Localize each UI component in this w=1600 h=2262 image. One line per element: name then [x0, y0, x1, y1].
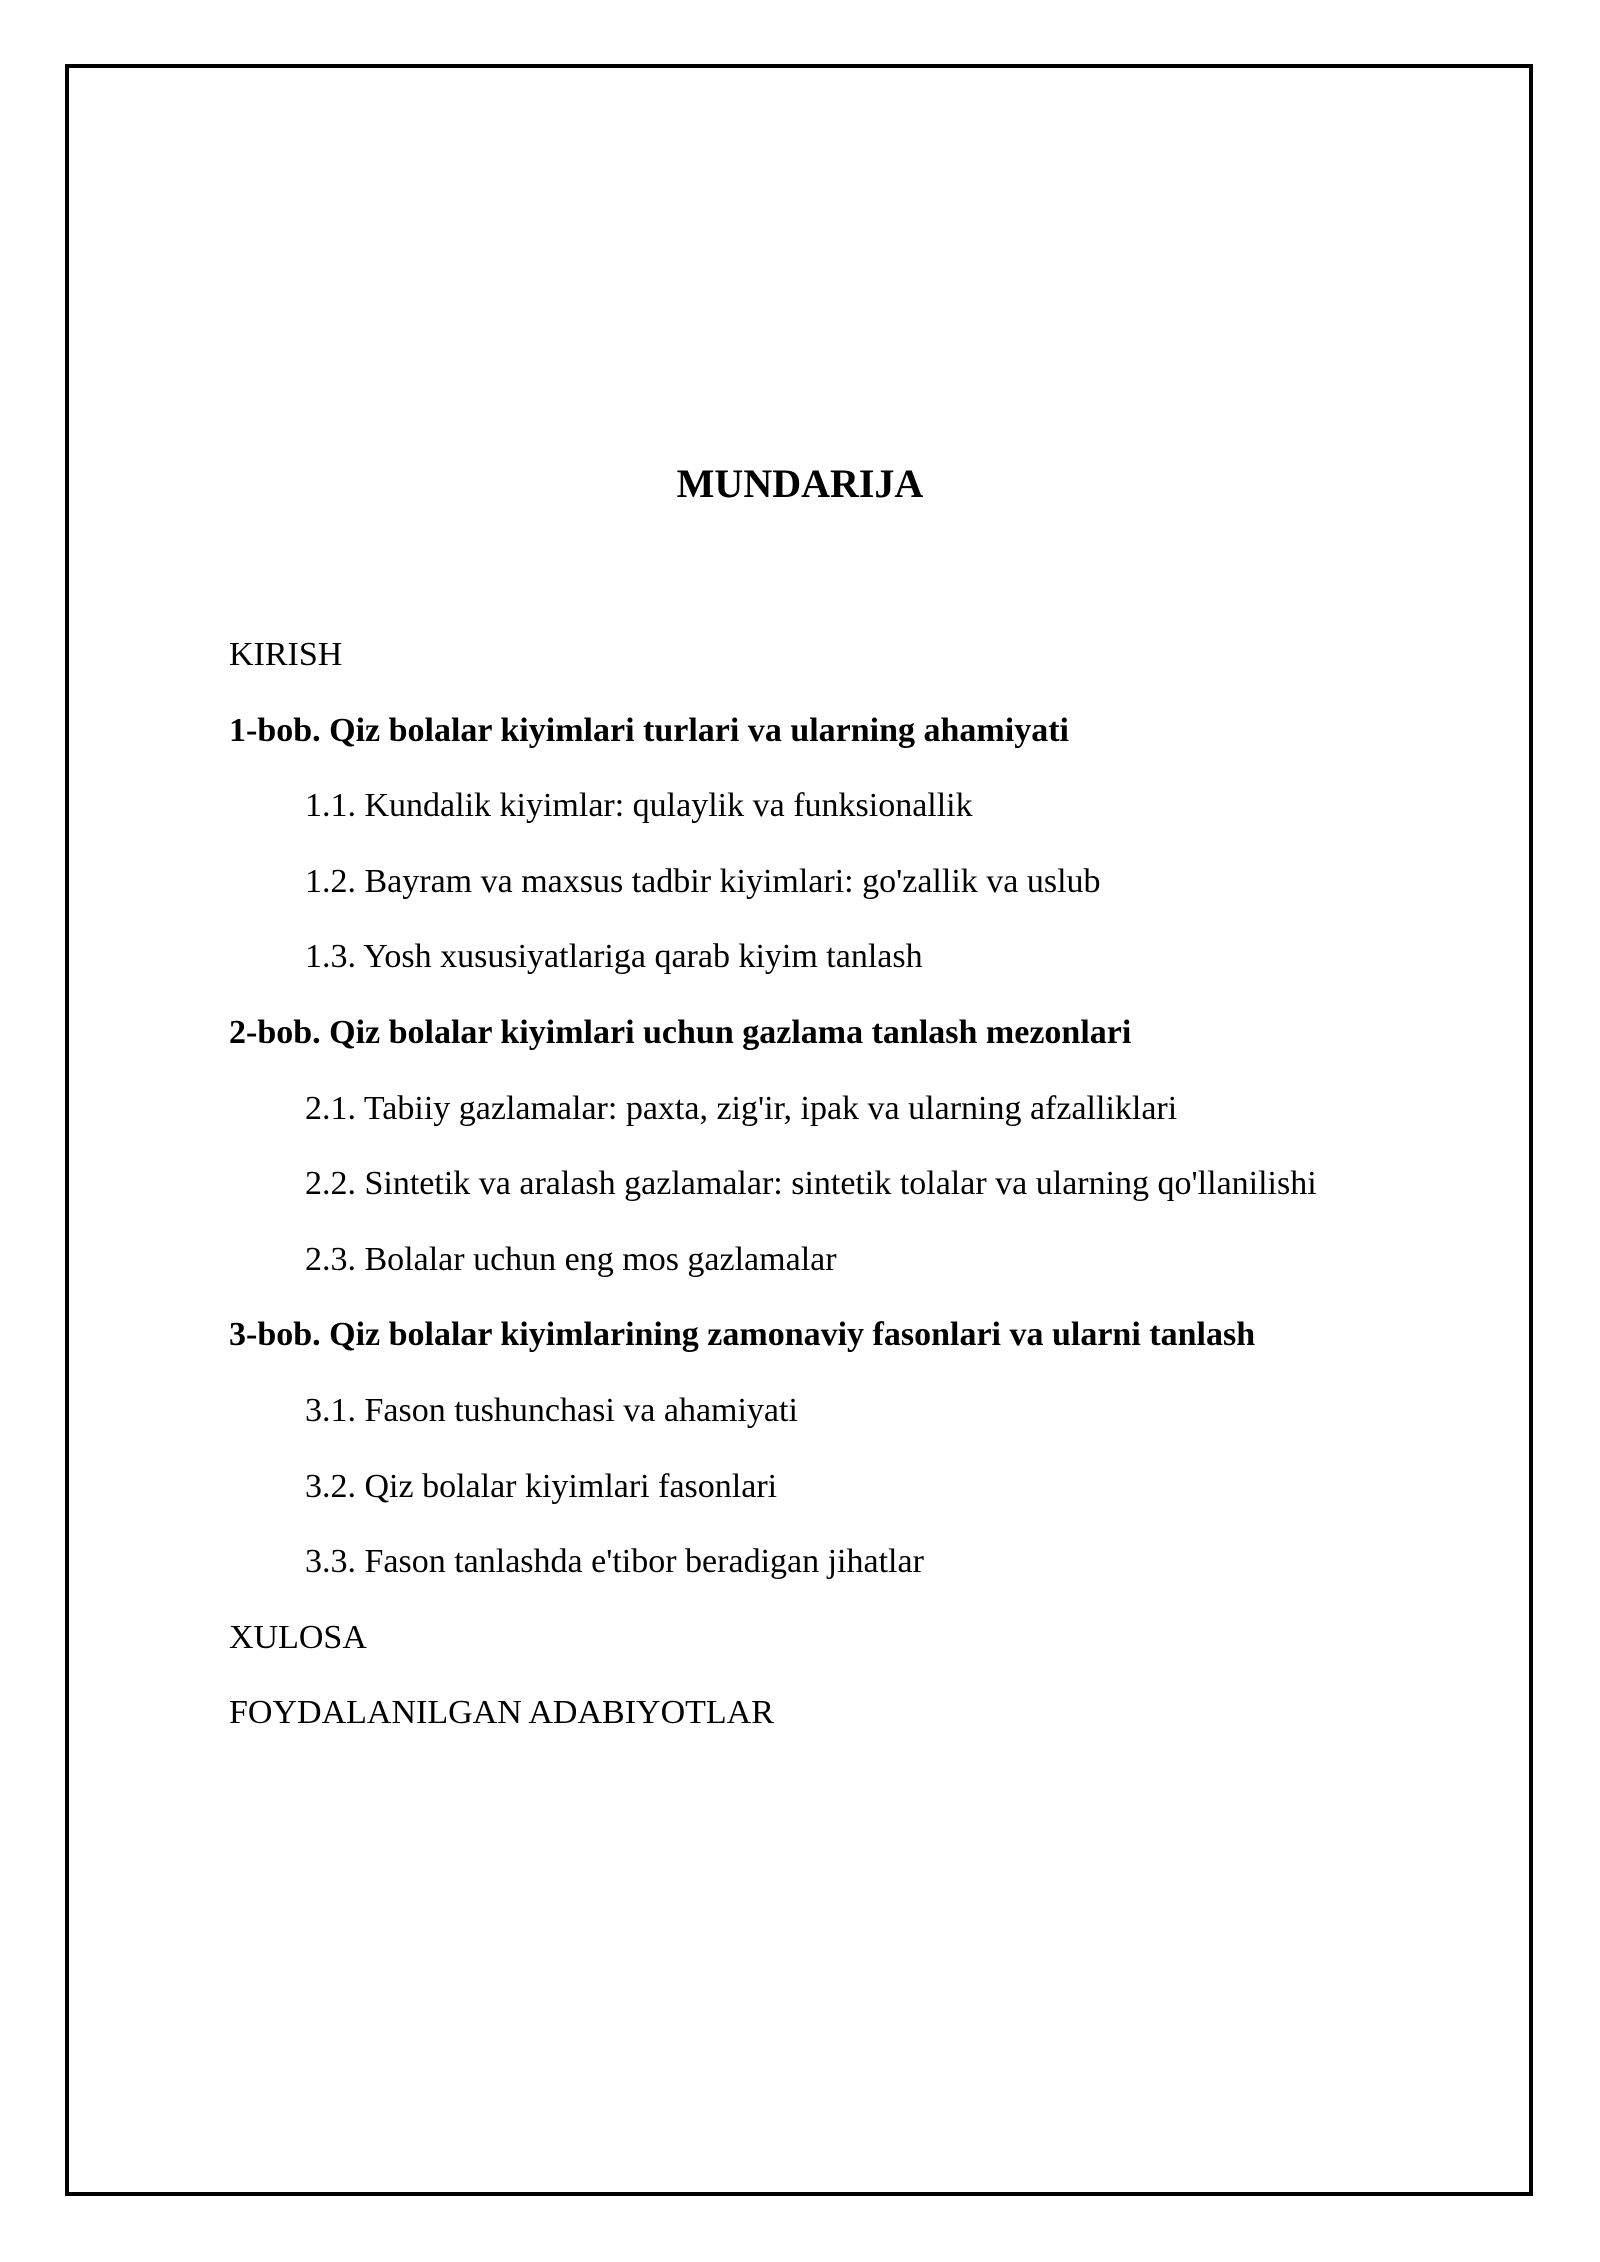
toc-section-1-3: 1.3. Yosh xususiyatlariga qarab kiyim tanlash — [305, 938, 923, 976]
toc-section-1-1: 1.1. Kundalik kiyimlar: qulaylik va funksionallik — [305, 787, 973, 825]
toc-section-2-3: 2.3. Bolalar uchun eng mos gazlamalar — [305, 1240, 837, 1278]
toc-chapter-2: 2-bob. Qiz bolalar kiyimlari uchun gazlama tanlash mezonlari — [229, 1013, 1132, 1051]
toc-section-3-1: 3.1. Fason tushunchasi va ahamiyati — [305, 1391, 798, 1429]
toc-section-2-1: 2.1. Tabiiy gazlamalar: paxta, zig'ir, ipak va ularning afzalliklari — [305, 1089, 1178, 1127]
toc-chapter-3: 3-bob. Qiz bolalar kiyimlarining zamonaviy fasonlari va ularni tanlash — [229, 1316, 1256, 1354]
toc-section-3-2: 3.2. Qiz bolalar kiyimlari fasonlari — [305, 1467, 778, 1505]
table-of-contents — [229, 636, 1489, 1770]
toc-section-1-2: 1.2. Bayram va maxsus tadbir kiyimlari: go'zallik va uslub — [305, 862, 1101, 900]
toc-section-3-3: 3.3. Fason tanlashda e'tibor beradigan jihatlar — [305, 1543, 924, 1581]
page-title: MUNDARIJA — [676, 461, 924, 506]
toc-section-2-2: 2.2. Sintetik va aralash gazlamalar: sintetik tolalar va ularning qo'llanilishi — [305, 1165, 1317, 1203]
toc-chapter-1: 1-bob. Qiz bolalar kiyimlari turlari va ularning ahamiyati — [229, 711, 1069, 749]
toc-entry-kirish: KIRISH — [229, 636, 343, 673]
toc-entry-xulosa: XULOSA — [229, 1618, 367, 1656]
toc-entry-adabiyotlar: FOYDALANILGAN ADABIYOTLAR — [229, 1694, 774, 1732]
